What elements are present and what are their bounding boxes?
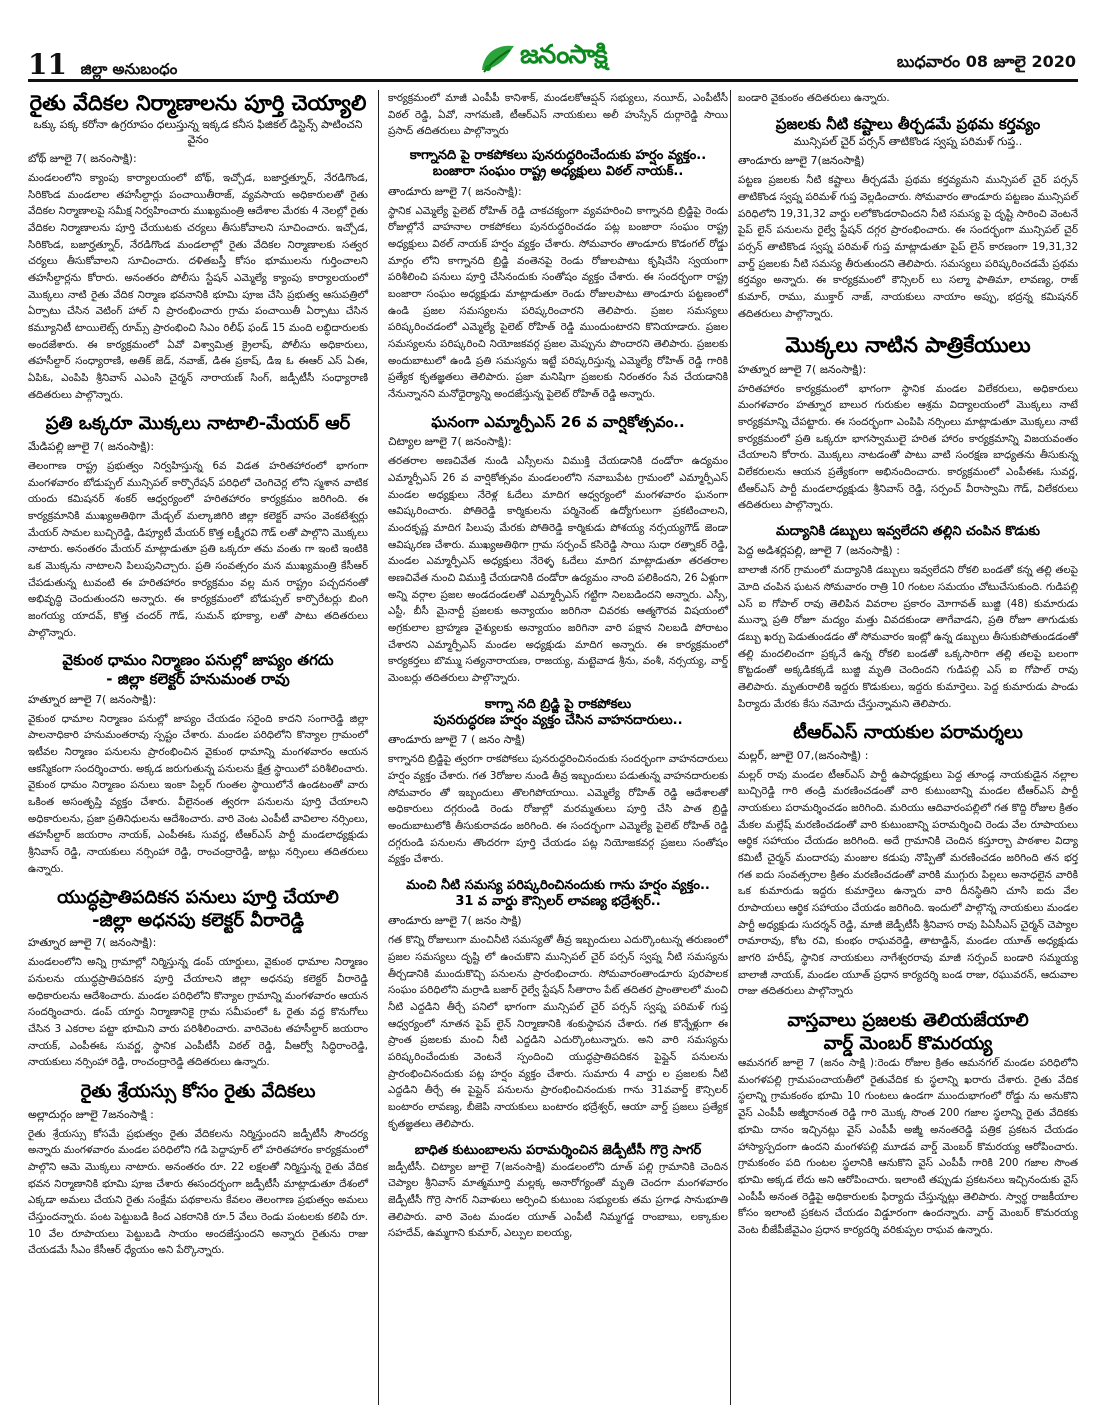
article [28, 887, 368, 1071]
article-dateline: మల్లర్, జూలై 07,(జనంసాక్షి) : [738, 748, 869, 762]
brand-logo [478, 40, 607, 76]
article-headline: ప్రతి ఒక్కరూ మొక్కలు నాటాలి-మేయర్ ఆర్ [45, 413, 351, 435]
article-body: రైతు శ్రేయస్సు కోసమే ప్రభుత్వం రైతు వేదికలను నిర్మిస్తుందని జడ్పీటీసీ సౌందర్య అన్నారు మంగళవారం మండల పరిధిలోని గడి పెద్దాపూర్ లో హరితహారం కార్యక్రమంలో పాల్గొని ఆమె మొక్కలు నాటారు. అనంతరం రూ. 22 లక్షలతో నిర్మిస్తున్న రైతు వేదిక భవన నిర్మాణానికి భూమి పూజ చేశారు ఈసందర్భంగా జడ్పీటీసీ మాట్లాడుతూ దేశంలో ఎక్కడా అమలు చేయని రైతు సంక్షేమ పథకాలను కేవలం తెలంగాణ ప్రభుత్వం అమలు చేస్తుందన్నారు. పంట పెట్టుబడి కింద ఎకరానికి రూ.5 వేలు రెండు పంటలకు కలిపి రూ. 10 వేల రూపాయలు పెట్టుబడి సాయం అందజేస్తుందని అన్నారు రైతును రాజు చేయడమే సీఎం కేసీఆర్ ధ్యేయం అని పేర్కొన్నారు. [28, 1127, 368, 1257]
article-headline: యుద్ధప్రాతిపదికన పనులు పూర్తి చేయాలి [57, 887, 339, 909]
column-divider [730, 90, 731, 1405]
article-headline: ప్రజలకు నీటి కష్టాలు తీర్చడమే ప్రథమ కర్తవ్యం [775, 114, 1041, 133]
article-dateline: హత్నూర జూలై 7( జనంసాక్షి): [28, 692, 157, 706]
article-headline: బాధిత కుటుంబాలను పరామర్శించిన జెడ్పీటీసీ గొర్రె సాగర్ [414, 1142, 702, 1158]
article-continuation: కార్యక్రమంలో మాజీ ఎంపీపీ కానిశాక్, మండలకోఆప్షన్ సభ్యులు, నయీద్, ఎంపీటీసీ విఠల్ రెడ్డి, ఏవో, నాగమణి, టీఆర్ఎస్ నాయకులు అలీ హుస్సేన్ దుర్గారెడ్డి సాయి ప్రసాద్ తదితరులు పాల్గొన్నారు [388, 92, 728, 138]
leaf-icon [478, 40, 518, 76]
article-headline: ఘనంగా ఎమ్మార్పీఎస్ 26 వ వార్షికోత్సవం.. [431, 412, 685, 431]
article [28, 651, 368, 877]
article-headline: మంచి నీటి సమస్య పరిష్కరించినందుకు గాను హర్షం వ్యక్తం.. [406, 877, 710, 893]
article [738, 115, 1078, 323]
article-headline: కాగ్నా నది బ్రిడ్జి పై రాకపోకలు [484, 696, 632, 712]
article-headline: రైతు వేదికల నిర్మాణాలను పూర్తి చెయ్యాలి [29, 91, 367, 115]
article [738, 722, 1078, 1000]
article-headline-2: వార్డ్ మెంబర్ కొమరయ్య [823, 1032, 993, 1054]
article [388, 1143, 728, 1243]
article-body: మండలంలోని క్యాంపు కార్యాలయంలో బోథ్, ఇచ్చోడ, బజార్హత్నూర్, నేరడిగొండ, సిరికొండ మండలాల తహసీల్దార్లు పంచాయితీరాజ్, వ్యవసాయ అధికారులతో రైతు వేదికల నిర్మాణాలపై సమీక్ష నిర్వహించారు ముఖ్యమంత్రి ఆదేశాల మేరకు 4 నెలల్లో రైతు వేదికల నిర్మాణాలను పూర్తి చేయుటకు చర్యలు తీసుకోవాలని సూచించారు. ఇచ్చోడ, సిరికొండ, బజార్హత్నూర్, నేరడిగొండ మండలాల్లో రైతు వేదికల నిర్మాణాలకు సత్వర చర్యలు తీసుకోవాలని సూచించారు. దళితబస్తీ కోసం భూములను గుర్తించాలని తహసీల్దార్లను కోరారు. అనంతరం పోలీసు స్టేషన్ ఎమ్మెల్యే క్యాంపు కార్యాలయంలో మొక్కలు నాటి రైతు వేదిక నిర్మాణ భవనానికి భూమి పూజ చేసి ప్రభుత్వ ఆసుపత్రిలో ఏర్పాటు చేసిన వెటింగ్ హాల్ ని ప్రారంభించారు గ్రామ పంచాయితీ ఏర్పాటు చేసిన కమ్యూనిటీ టాయిలెట్స్ రూమ్స్ ప్రారంభించి సిఎం రిలీఫ్ ఫండ్ 15 మంది లబ్ధిదారులకు అందజేశారు. ఈ కార్యక్రమంలో ఏవో విశ్వామిత్ర క్రైలాష్, పోలీసు అధికారులు, తహసీల్దార్ సంధ్యారాణి, అతిక్ జెడ్, నవాజ్, డిఈ ప్రకాష్, డిఇ ఓ ఈఆర్ ఎస్ ఏఈ, ఏపిఓ, ఎంపిపి శ్రీనివాస్ ఎఎంసి చైర్మన్ నారాయణ్ సింగ్, జడ్పీటీసీ సంధ్యారాణి తదితరులు పాల్గొన్నారు. [28, 171, 368, 401]
article-dateline: తాండూరు జూలై 7( జనంసాక్షి): [388, 184, 522, 198]
article-dateline: తాండూరు జూలై 7( జనం సాక్షి) [388, 914, 522, 928]
article-headline: మొక్కలు నాటిన పాత్రికేయులు [785, 333, 1031, 358]
article-headline: వాస్తవాలు ప్రజలకు తెలియజేయాలి [787, 1010, 1029, 1032]
article [388, 148, 728, 403]
article-body: స్థానిక ఎమ్మెల్యే పైలెట్ రోహిత్ రెడ్డి చాకచక్యంగా వ్యవహరించి కాగ్నానది బ్రిడ్జిపై రెండు రోజుల్లోనే వాహనాల రాకపోకలు పునరుద్ధరించడం పట్ల బంజారా సంఘం రాష్ట్ర అధ్యక్షులు విఠల్ నాయక్ హర్షం వ్యక్తం చేశారు. సోమవారం తాండూరు కొడంగల్ రోడ్డు మార్గం లోని కాగ్నానది బ్రిడ్జి వంతెనపై రెండు రోజులపాటు కృషిచేసి స్వయంగా పరిశీలించి పనులు పూర్తి చేసినందుకు సంతోషం వ్యక్తం చేశారు. ఈ సందర్భంగా రాష్ట్ర బంజారా సంఘం అధ్యక్షుడు మాట్లాడుతూ రెండు రోజులపాటు తాండూరు పట్టణంలో ఉండి ప్రజల సమస్యలను పరిష్కరించారని తెలిపారు. ప్రజల సమస్యలు పరిష్కరించడంలో ఎమ్మెల్యే పైలెట్ రోహిత్ రెడ్డి ముందుంటారని కొనియాడారు. ప్రజల సమస్యలను పరిష్కరించి నియోజకవర్గ ప్రజల మెప్పును పొందారని తెలిపారు. ప్రజలకు అందుబాటులో ఉండి ప్రతి సమస్యను ఇట్టే పరిష్కరిస్తున్న ఎమ్మెల్యే రోహిత్ రెడ్డి గారికి ప్రత్యేక కృతజ్ఞతలు తెలిపారు. ప్రజా మనిషిగా ప్రజలకు నిరంతరం సేవ చేయడానికి నేనున్నానని మనోధైర్యాన్ని అందజేస్తున్న పైలెట్ రోహిత్ రెడ్డి అన్నారు. [388, 204, 728, 400]
article-dateline: బోథ్ జూలై 7( జనంసాక్షి): [28, 151, 137, 165]
article-body: ఆమనగల్ జూలై 7 (జనం సాక్షి ):రెండు రోజుల క్రితం ఆమనగల్ మండల పరిధిలోని మంగళపల్లి గ్రామపంచాయతీలో రైతువేదిక కు స్థలాన్ని ఖరారు చేశారు. రైతు వేదిక స్థలాన్ని గ్రామకంఠం భూమి 10 గుంటలు ఉండగా ముందుభాగంలో రోడ్డు ను అనుకొని వైస్ ఎంపీపీ అజ్మీరానంత రెడ్డి గారి మొక్క సొంత 200 గజాల స్థలాన్ని రైతు వేదికకు భూమి దానం ఇచ్చినట్లు వైస్ ఎంపీపీ అజ్మీ అనంతరెడ్డి పత్రిక ప్రకటన చేయడం హాస్యాస్పదంగా ఉందని మంగళపల్లి మూడవ వార్డ్ మెంబర్ కొమరయ్య ఆరోపించారు. గ్రామకంఠం పది గుంటల స్థలానికి ఆనుకొని వైస్ ఎంపీపీ గారికి 200 గజాల సొంత భూమి అక్కడ లేదు అని ఆరోపించారు. ఇలాంటి తప్పుడు ప్రకటనలు ఇచ్చినందుకు వైస్ ఎంపీపీ అనంత రెడ్డిపై అధికారులకు ఫిర్యాదు చేస్తున్నట్లు తెలిపారు. స్వార్థ రాజకీయాల కోసం ఇలాంటి ప్రకటన చేయడం విడ్డూరంగా ఉందన్నారు. వార్డ్ మెంబర్ కొమరయ్య వెంట బీజేపీజేవైఎం ప్రధాన కార్యదర్శి వరికుప్పల రాఘవ ఉన్నారు. [738, 1057, 1078, 1236]
article-body: కాగ్నానది బ్రిడ్జిపై త్వరగా రాకపోకలు పునరుద్ధరించినందుకు సందర్భంగా వాహనదారులు హర్షం వ్యక్తం చేశారు. గత 3రోజుల నుండి తీవ్ర ఇబ్బందులు పడుతున్న వాహనదారులకు సోమవారం తో ఇబ్బందులు తొలగిపోయాయి. ఎమ్మెల్యే రోహిత్ రెడ్డి ఆదేశాలతో అధికారులు దగ్గరుండి రెండు రోజుల్లో మరమ్మతులు పూర్తి చేసి పాత బ్రిడ్జి అందుబాటులోకి తీసుకురావడం జరిగింది. ఈ సందర్భంగా ఎమ్మెల్యే పైలెట్ రోహిత్ రెడ్డి దగ్గరుండి పనులను తొందరగా పూర్తి చేయడం పట్ల నియోజకవర్గ ప్రజలు సంతోషం వ్యక్తం చేశారు. [388, 753, 728, 866]
article-headline-2: 31 వ వార్డు కౌన్సిలర్ లావణ్య భద్రేశ్వర్.. [455, 894, 661, 910]
article-dateline: హత్నూర జూలై 7( జనంసాక్షి): [28, 936, 157, 950]
article-body: తెలంగాణ రాష్ట్ర ప్రభుత్వం నిర్వహిస్తున్న 6వ విడత హరితహారంలో భాగంగా మంగళవారం బోడుప్పల్ మున్సిపల్ కార్పొరేషన్ పరిధిలో చెంగిచెర్ల లోని స్మశాన వాటిక యందు కమిషనర్ శంకర్ ఆధ్వర్యంలో హరితహారం కార్యక్రమం జరిగింది. ఈ కార్యక్రమానికి ముఖ్యఅతిథిగా మేడ్చల్ మల్కాజిగిరి జిల్లా కలెక్టర్ వాసం వెంకటేశ్వర్లు మేయర్ సామల బుచ్చిరెడ్డి, డిప్యూటీ మేయర్ కొత్త లక్ష్మీరవి గౌడ్ లతో పాల్గొని మొక్కలు నాటారు. అనంతరం మేయర్ మాట్లాడుతూ ప్రతి ఒక్కరూ తమ వంతు గా ఇంటి ఇంటికి ఒక మొక్కను నాటాలని పిలుపునిచ్చారు. ప్రతి సంవత్సరం మన ముఖ్యమంత్రి కేసీఆర్ చేపడుతున్న టువంటి ఈ హరితహారం కార్యక్రమం వల్ల మన రాష్ట్రం పచ్చదనంతో అభివృద్ధి చెందుతుందని అన్నారు. ఈ కార్యక్రమంలో బోడుప్పల్ కార్పొరేటర్లు బింగి జంగయ్య యాదవ్, కొత్త చందర్ గౌడ్, సుమన్ భూక్యా, లతో పాటు తదితరులు పాల్గొన్నారు. [28, 459, 368, 639]
page-label [28, 48, 177, 82]
article-headline-2: బంజారా సంఘం రాష్ట్ర అధ్యక్షులు విఠల్ నాయక్.. [432, 164, 684, 180]
column-1 [28, 90, 368, 1269]
article-body: మల్లర్ రావు మండల టీఆర్ఎస్ పార్టీ ఉపాధ్యక్షులు పెద్ద తూండ్ల నాయకుడైన నల్లాల బుచ్చిరెడ్డి గారి తండ్రి మరణించడంతో వారి కుటుంబాన్ని మండల టీఆర్ఎస్ పార్టీ నాయకులు పరామర్శించడం జరిగింది. మరియు ఆదివారంపల్లిలో గత కొద్ది రోజుల క్రితం మేకల మల్లేష్ మరణించడంతో వారి కుటుంబాన్ని పరామర్శించి రెండు వేల రూపాయలు ఆర్థిక సహాయం చేయడం జరిగింది. అదే గ్రామానికి చెందిన కస్తూర్బా పాఠశాల విద్యా కమిటీ చైర్మన్ మందారపు మంజుల కడుపు నొప్పితో మరణించడం జరిగింది తన భర్త గత ఐదు సంవత్సరాల క్రితం మరణించడంతో వారికి ముగ్గురు పిల్లలు అనాధలైన వారికి ఒక కుమారుడు ఇద్దరు కుమార్తెలు ఉన్నారు వారి దీనస్థితిని చూసి ఐదు వేల రూపాయలు ఆర్థిక సహాయం చేయడం జరిగింది. ఇందులో పాల్గొన్న నాయకులు మండల పార్టీ అధ్యక్షుడు సుదర్శన్ రెడ్డి, మాజీ జెడ్పీటీసీ శ్రీనివాస రావు పిఏసీఎస్ చైర్మన్ చెప్యాల రామారావు, కోట రవి, కుంభం రాఘవరెడ్డి, తాటాడ్డిన్, మండల యూత్ అధ్యక్షుడు జాగరి హరీష్, స్థానిక నాయకులు నాగేశ్వరరావు మాజీ సర్పంచ్ బండారి సమ్మయ్య బాలాజీ నాయక్, మండల యూత్ ప్రధాన కార్యదర్శి బండ రాజు, రఘువరన్, ఆదువాల రాజు తదితరులు పాల్గొన్నారు [738, 768, 1078, 998]
article-headline: కాగ్నానది పై రాకపోకలు పునరుద్ధరించేందుకు హర్షం వ్యక్తం.. [409, 148, 707, 164]
article-dateline: తాండూరు జూలై 7(జనంసాక్షి) [738, 154, 865, 168]
article-dateline: హత్నూర జూలై 7( జనంసాక్షి): [738, 362, 867, 376]
article [738, 524, 1078, 712]
article [738, 332, 1078, 514]
section-name: జిల్లా అనుబంధం [80, 60, 178, 78]
article [28, 1081, 368, 1259]
article-dateline: చిట్యాల జూలై 7( జనంసాక్షి): [388, 435, 512, 449]
article-body: జడ్పీటీసీ. చిట్యాల జూలై 7(జనంసాక్షి) మండలంలోని దూత్ పల్లి గ్రామానికి చెందిన చెప్యాల శ్రీనివాస్ మాత్మమూర్తి మల్లక్క అనారోగ్యంతో మృతి చెందగా మంగళవారం జెడ్పీటీసీ గొర్రె సాగర్ నివాళులు అర్పించి కుటుంబ సభ్యులకు తమ ప్రగాఢ సానుభూతి తెలిపారు. వారి వెంట మండల యూత్ ఎంపీటీ నిమ్మగడ్డ రాంబాబు, లక్కాకుల సహదేవ్, ఉమ్మగాని కుమార్, ఎల్పుల ఐలయ్య, [388, 1160, 728, 1240]
article-body: తరతరాల అణచివేత నుండి ఎస్సీలను విముక్తి చేయడానికి దండోరా ఉద్యమం ఎమ్మార్పీఎస్ 26 వ వార్షికోత్సవం మండలంలోని నవాబుపేట గ్రామంలో ఎమ్మార్పీఎస్ మండల అధ్యక్షులు నేరెళ్ల ఓదేలు మాదిగ ఆధ్వర్యంలో మంగళవారం ఘనంగా ఆవిష్కరించారు. పోతిరెడ్డి కార్మికులను పర్మినెంట్ ఉద్యోగులుగా ప్రకటించాలని, మందకృష్ణ మాదిగ పిలుపు మేరకు పోతిరెడ్డి కార్మికుడు పోశయ్య నర్సయ్యగౌడ్ జెండా ఆవిష్కరణ చేశారు. ముఖ్యఅతిథిగా గ్రామ సర్పంచ్ కసిరెడ్డి సాయి సుధా రత్నాకర్ రెడ్డి, మండల ఎమ్మార్పీఎస్ అధ్యక్షులు నేరెళ్ళ ఓదేలు మాదిగ మాట్లాడుతూ తరతరాల అణచివేత నుంచి విముక్తి చేయడానికి దండోరా ఉద్యమం నాంది పలికిందని, 26 ఏళ్లుగా అన్ని వర్గాల ప్రజల అండదండలతో ఎమ్మార్పీఎస్ గట్టిగా నిలబడిందని అన్నారు. ఎస్సీ, ఎస్టీ, బీసీ మైనార్టీ ప్రజలకు అన్యాయం జరిగినా చివరకు ఆత్మగౌరవ విషయంలో అగ్రకులాల బ్రాహ్మణ వైశ్యులకు అన్యాయం జరిగినా వారి పక్షాన నిలబడి పోరాటం చేశారని ఎమ్మార్పీఎస్ మండల అధ్యక్షుడు మాదిగ అన్నారు. ఈ కార్యక్రమంలో కార్యకర్తలు బొమ్ము సత్యనారాయణ, రాజయ్య, మట్టెవాడ శ్రీను, వంశీ, నర్సయ్య, వార్డ్ మెంబర్లు తదితరులు పాల్గొన్నారు. [388, 455, 728, 685]
article-body: గత కొన్ని రోజులుగా మంచినీటి సమస్యతో తీవ్ర ఇబ్బందులు ఎదుర్కొంటున్న తరుణంలో ప్రజల సమస్యలు దృష్టి లో ఉంచుకొని మున్సిపల్ చైర్ పర్సన్ స్వప్న నీటి సమస్యను తీర్చడానికి ముందుకొచ్చి పనులను ప్రారంభించారు. సోమవారంతాండూరు పురపాలక సంఘం పరిధిలోని మర్రాడి బజార్ రైల్వే స్టేషన్ సీతారాం పేట్ తదితర ప్రాంతాలలో మంచి నీటి ఎద్దడిని తీర్చే పనిలో భాగంగా మున్సిపల్ చైర్ పర్సన్ స్వప్న పరిమళ్ గుప్త ఆధ్వర్యంలో నూతన పైప్ లైన్ నిర్మాణానికి శంకుస్థాపన చేశారు. గత కొన్నేళ్లుగా ఈ ప్రాంత ప్రజలకు మంచి నీటి ఎద్దడిని ఎదుర్కొంటున్నారు. అని వారి సమస్యను పరిష్కరించేందుకు వెంటనే స్పందించి యుద్ధప్రాతిపదికన పైప్లైన్ పనులను ప్రారంభించినందుకు పట్ల హర్షం వ్యక్తం చేశారు. సుమారు 4 వార్డు ల ప్రజలకు నీటి ఎద్దడిని తీర్చే ఈ పైప్లైన్ పనులను ప్రారంభించినందుకు గాను 31వవార్డ్ కౌన్సిలర్ బంటారం లావణ్య, బీజెపి నాయకులు బంటారం భద్రేశ్వర్, ఆయా వార్డ్ ప్రజలు ప్రత్యేక కృతజ్ఞతలు తెలిపారు. [388, 934, 728, 1130]
article-body: హరితహారం కార్యక్రమంలో భాగంగా స్థానిక మండల విలేకరులు, అధికారులు మంగళవారం హత్నూర బాలుర గురుకుల ఆశ్రమ విద్యాలయంలో మొక్కలు నాటే కార్యక్రమాన్ని చేపట్టారు. ఈ సందర్భంగా ఎంపిపి నర్సింలు మాట్లాడుతూ మొక్కలు నాటే కార్యక్రమంలో ప్రతి ఒక్కరూ భాగస్వాములై హరిత హారం కార్యక్రమాన్ని విజయవంతం చేయాలని కోరారు. మొక్కలు నాటడంతో పాటు వాటి సంరక్షణ బాధ్యతను తీసుకున్న విలేకరులను ఆయన ప్రత్యేకంగా అభినందించారు. కార్యక్రమంలో ఎంపీఈఓ సువర్ణ, టీఆర్ఎస్ పార్టీ మండలాధ్యక్షుడు శ్రీనివాస్ రెడ్డి, సర్పంచ్ వీరాస్వామి గౌడ్, విలేకరులు తదితరులు పాల్గొన్నారు. [738, 382, 1078, 512]
article-body: పట్టణ ప్రజలకు నీటి కష్టాలు తీర్చడమే ప్రథమ కర్తవ్యమని మున్సిపల్ చైర్ పర్సన్ తాటికొండ స్వప్న పరిమళ్ గుప్త వెల్లడించారు. సోమవారం తాండూరు పట్టణం మున్సిపల్ పరిధిలోని 19,31,32 వార్డు లలోకొండరావిందని నీటి సమస్య పై దృష్టి సారించి వెంటనే పైప్ లైన్ పనులను రైల్వే స్టేషన్ దగ్గర ప్రారంభించారు. ఈ సందర్భంగా మున్సిపల్ చైర్ పర్సన్ తాటికొండ స్వప్న పరిమళ్ గుప్త మాట్లాడుతూ పైప్ లైన్ కారణంగా 19,31,32 వార్డ్ ప్రజలకు నీటి సమస్య తీరుతుందని తెలిపారు. సమస్యలు పరిష్కరించడమే ప్రథమ కర్తవ్యం అన్నారు. ఈ కార్యక్రమంలో కౌన్సిలర్ లు సల్మా ఫాతిమా, లావణ్య, రాజ్ కుమార్, రాము, ముక్తార్ నాజ్, నాయకులు నాయాం అప్పు, భద్రన్న కమిషనర్ తదితరులు పాల్గొన్నారు. [738, 174, 1078, 320]
article [738, 1010, 1078, 1238]
masthead [28, 40, 1078, 82]
article-headline: రైతు శ్రేయస్సు కోసం రైతు వేదికలు [80, 1081, 316, 1103]
article-headline-2: -జిల్లా అధనపు కలెక్టర్ వీరారెడ్డి [92, 909, 304, 931]
issue-date: బుధవారం 08 జూలై 2020 [896, 52, 1076, 71]
column-2 [388, 90, 728, 1252]
article-dateline: మేడిపల్లి జూలై 7( జనంసాక్షి): [28, 439, 155, 453]
article-body: మండలంలోని అన్ని గ్రామాల్లో నిర్మిస్తున్న డంప్ యార్డులు, వైకుంఠ ధామాల నిర్మాణం పనులను యుద్ధప్రాతిపదికన పూర్తి చేయాలని జిల్లా అధనపు కలెక్టర్ వీరారెడ్డి అధికారులను ఆదేశించారు. మండల పరిధిలోని కొన్యాల గ్రామాన్ని మంగళవారం ఆయన సందర్శించారు. డంప్ యార్డు నిర్మాణానికై గ్రామ సమీపంలో ఓ రైతు వద్ద కొనుగోలు చేసిన 3 ఎకరాల పట్టా భూమిని వారు పరిశీలించారు. వారివెంట తహసీల్దార్ జయరాం నాయక్, ఎంపీఈఓ సువర్ణ, స్థానిక ఎంపీటీసీ విఠల్ రెడ్డి, వీఆర్వో సిద్ధిరాంరెడ్డి, నాయకులు నర్సింహా రెడ్డి, రాంచంద్రారెడ్డి తదితరులు ఉన్నారు. [28, 956, 368, 1069]
article-subhead: ఒక్కు పక్క కరోనా ఉగ్రరూపం ధలుస్తున్న ఇక్కడ కనీస ఫిజికల్ డిస్టెన్స్ పాటించని వైనం [33, 118, 363, 147]
article-continuation: బండారి వైకుంఠం తదితరులు ఉన్నారు. [738, 92, 890, 104]
article [28, 90, 368, 403]
article [388, 413, 728, 687]
column-divider [378, 90, 379, 1405]
column-3 [738, 90, 1078, 1249]
article-subhead: మున్సిపల్ చైర్ పర్సన్ తాటికొండ స్వప్న పరిమళ్ గుప్త.. [793, 135, 1023, 149]
article-headline: టీఆర్ఎస్ నాయకుల పరామర్శలు [793, 722, 1023, 744]
article [388, 697, 728, 868]
article-dateline: అల్లాదుర్గం జూలై 7జనంసాక్షి : [28, 1107, 154, 1121]
article-headline: వైకుంఠ ధామం నిర్మాణం పనుల్లో జాప్యం తగదు [62, 651, 334, 670]
article [28, 413, 368, 641]
article-dateline: పెద్ద అడిశర్లపల్లి, జూలై 7 (జనంసాక్షి) : [738, 544, 900, 558]
article-headline-2: - జిల్లా కలెక్టర్ హనుమంత రావు [106, 669, 290, 688]
article-body: బాలాజీ నగర్ గ్రామంలో మద్యానికి డబ్బులు ఇవ్వలేదని రోకలి బండతో కన్న తల్లి తలపై మోది చంపిన ఘటన సోమవారం రాత్రి 10 గంటల సమయం చోటుచేసుకుంది. గుడిపల్లి ఎస్ ఐ గోపాల్ రావు తెలిపిన వివరాల ప్రకారం మోగావత్ బుజ్జి (48) కుమారుడు మున్నా ప్రతి రోజూ మద్యం మత్తు వివదకుండా తాగేవాడని, ప్రతి రోజూ తాగుడుకు డబ్బు ఖర్చు పెడుతుండడం తో సోమవారం ఇంట్లో ఉన్న డబ్బులు తీసుకుపోతుండడంతో తల్లి మందలించగా ప్రక్కనే ఉన్న రోకలి బండతో ఒక్కసారిగా తల్లి తలపై బలంగా కొట్టడంతో అక్కడికక్కడే బుజ్జి మృతి చెందిందని గుడిపల్లి ఎస్ ఐ గోపాల్ రావు తెలిపారు. మృతురాలికి ఇద్దరు కొడుకులు, ఇద్దరు కుమార్తెలు. పెద్ద కుమారుడు పాండు పిర్యాదు మేరకు కేసు నమోదు చేస్తున్నామని తెలిపారు. [738, 564, 1078, 710]
brand-name: జనంసాక్షి [520, 40, 607, 70]
article-body: వైకుంఠ ధామాల నిర్మాణం పనుల్లో జాప్యం చేయడం సరైంది కాదని సంగారెడ్డి జిల్లా పాలనాధికారి హనుమంతరావు స్పష్టం చేశారు. మండల పరిధిలోని కొన్యాల గ్రామంలో ఇటీవల నిర్మాణం పనులను ప్రారంభించిన వైకుంఠ ధామాన్ని మంగళవారం ఆయన ఆకస్మికంగా సందర్శించారు. అక్కడ జరుగుతున్న పనులను క్షేత్ర స్థాయిలో పరిశీలించారు. వైకుంఠ ధామం నిర్మాణం పనులు ఇంకా పిల్లర్ గుంతల స్థాయిలోనే ఉండటంతో వారు ఒకింత అసంతృప్తి వ్యక్తం చేశారు. వీలైనంత త్వరగా పనులను పూర్తి చేయాలని అధికారులను, ప్రజా ప్రతినిధులను ఆదేశించారు. వారి వెంట ఎంపీటీ వావిలాల నర్సింలు, తహసీల్దార్ జయరాం నాయక్, ఎంపీఈఓ సువర్ణ, టీఆర్ఎస్ పార్టీ మండలాధ్యక్షుడు శ్రీనివాస్ రెడ్డి, నాయకులు నర్సింహా రెడ్డి, రాంచంద్రారెడ్డి, జుట్లు నర్సింలు తదితరులు ఉన్నారు. [28, 712, 368, 875]
article-headline: మద్యానికి డబ్బులు ఇవ్వలేదని తల్లిని చంపిన కొడుకు [776, 523, 1040, 539]
article-headline-2: పునరుద్ధరణ హర్షం వ్యక్తం చేసిన వాహనదారులు.. [433, 712, 683, 728]
article [388, 878, 728, 1133]
article-dateline: తాండూరు జూలై 7 ( జనం సాక్షి) [388, 733, 526, 747]
page-number: 11 [28, 48, 67, 81]
